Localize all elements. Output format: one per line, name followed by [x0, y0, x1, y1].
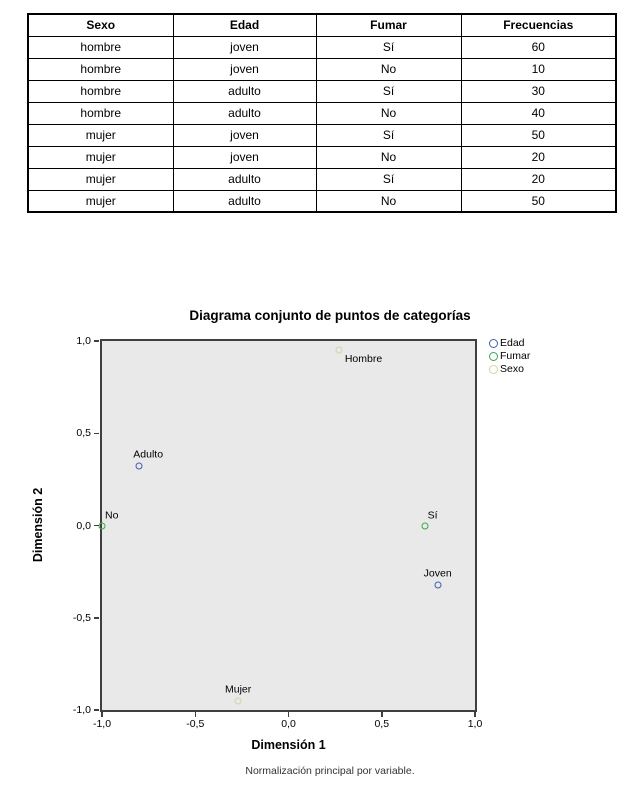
- data-point-label: Joven: [423, 567, 452, 580]
- y-tick-mark: [94, 433, 99, 435]
- legend-label: Fumar: [500, 350, 531, 363]
- legend-entry-edad: [489, 337, 530, 350]
- table-header-row: [28, 14, 616, 36]
- y-tick-label: -1,0: [72, 704, 91, 716]
- data-point-adulto: [136, 463, 143, 470]
- data-point-hombre: [335, 347, 342, 354]
- table-row: [28, 36, 616, 58]
- legend-entry-fumar: [489, 350, 530, 363]
- plot-inner: [102, 341, 475, 710]
- plot-area: [100, 339, 477, 712]
- x-tick-mark: [288, 712, 290, 717]
- table-cell: mujer: [28, 190, 173, 212]
- x-tick-label: -1,0: [92, 718, 112, 730]
- legend-marker-icon: [489, 352, 498, 361]
- table-cell: mujer: [28, 124, 173, 146]
- x-tick-label: 0,5: [374, 718, 390, 730]
- table-cell: 20: [461, 146, 616, 168]
- table-header-cell: Edad: [173, 14, 316, 36]
- legend-label: Edad: [500, 337, 525, 350]
- table-cell: adulto: [173, 190, 316, 212]
- table-cell: No: [316, 190, 461, 212]
- x-tick-label: 0,0: [281, 718, 296, 730]
- table-cell: adulto: [173, 80, 316, 102]
- table-header-cell: Sexo: [28, 14, 173, 36]
- table-cell: joven: [173, 124, 316, 146]
- table-cell: Sí: [316, 36, 461, 58]
- table-cell: 40: [461, 102, 616, 124]
- data-point-label: Adulto: [133, 448, 164, 461]
- frequency-table: [27, 13, 617, 213]
- table-header-cell: Frecuencias: [461, 14, 616, 36]
- x-tick-mark: [381, 712, 383, 717]
- x-tick-mark: [195, 712, 197, 717]
- table-row: [28, 190, 616, 212]
- table-cell: 60: [461, 36, 616, 58]
- y-tick-label: -0,5: [72, 611, 91, 624]
- legend-marker-icon: [489, 339, 498, 348]
- x-tick-mark: [101, 712, 103, 717]
- table-cell: Sí: [316, 80, 461, 102]
- legend-marker-icon: [489, 365, 498, 374]
- data-point-si: [421, 522, 428, 529]
- table-row: [28, 146, 616, 168]
- frequency-table-header: [28, 14, 616, 36]
- table-cell: 20: [461, 168, 616, 190]
- x-axis-title: Dimensión 1: [251, 738, 326, 752]
- data-point-label: Sí: [427, 509, 438, 521]
- table-row: [28, 124, 616, 146]
- table-cell: adulto: [173, 168, 316, 190]
- table-header-cell: Fumar: [316, 14, 461, 36]
- table-cell: joven: [173, 58, 316, 80]
- y-tick-label: 1,0: [76, 335, 91, 347]
- x-tick-label: -0,5: [186, 718, 205, 730]
- legend-entry-sexo: [489, 363, 530, 376]
- data-point-label: No: [105, 509, 119, 521]
- table-cell: adulto: [173, 102, 316, 124]
- y-tick-mark: [94, 617, 99, 619]
- data-point-label: Mujer: [225, 683, 252, 696]
- y-tick-label: 0,0: [76, 519, 91, 532]
- table-row: [28, 80, 616, 102]
- table-cell: Sí: [316, 168, 461, 190]
- table-cell: joven: [173, 146, 316, 168]
- frequency-table-body: [28, 36, 616, 212]
- table-cell: hombre: [28, 102, 173, 124]
- data-point-mujer: [235, 697, 242, 704]
- table-cell: mujer: [28, 146, 173, 168]
- table-cell: hombre: [28, 36, 173, 58]
- table-cell: 10: [461, 58, 616, 80]
- table-row: [28, 102, 616, 124]
- y-axis-title: Dimensión 2: [31, 487, 45, 563]
- chart-footnote: Normalización principal por variable.: [245, 765, 415, 777]
- x-tick-label: 1,0: [467, 718, 483, 730]
- table-cell: Sí: [316, 124, 461, 146]
- legend-label: Sexo: [500, 363, 524, 376]
- legend: [489, 337, 530, 376]
- y-tick-label: 0,5: [76, 427, 91, 440]
- data-point-label: Hombre: [344, 353, 383, 366]
- chart-title: Diagrama conjunto de puntos de categorías: [189, 308, 471, 323]
- table-cell: 50: [461, 190, 616, 212]
- data-point-joven: [434, 581, 441, 588]
- table-cell: No: [316, 102, 461, 124]
- y-tick-mark: [94, 709, 99, 711]
- table-cell: hombre: [28, 80, 173, 102]
- table-cell: 30: [461, 80, 616, 102]
- y-tick-mark: [94, 340, 99, 342]
- table-cell: hombre: [28, 58, 173, 80]
- table-cell: No: [316, 146, 461, 168]
- table-cell: 50: [461, 124, 616, 146]
- table-row: [28, 58, 616, 80]
- table-cell: mujer: [28, 168, 173, 190]
- table-cell: joven: [173, 36, 316, 58]
- table-row: [28, 168, 616, 190]
- x-tick-mark: [474, 712, 476, 717]
- y-tick-mark: [94, 525, 99, 527]
- data-point-no: [99, 522, 106, 529]
- table-cell: No: [316, 58, 461, 80]
